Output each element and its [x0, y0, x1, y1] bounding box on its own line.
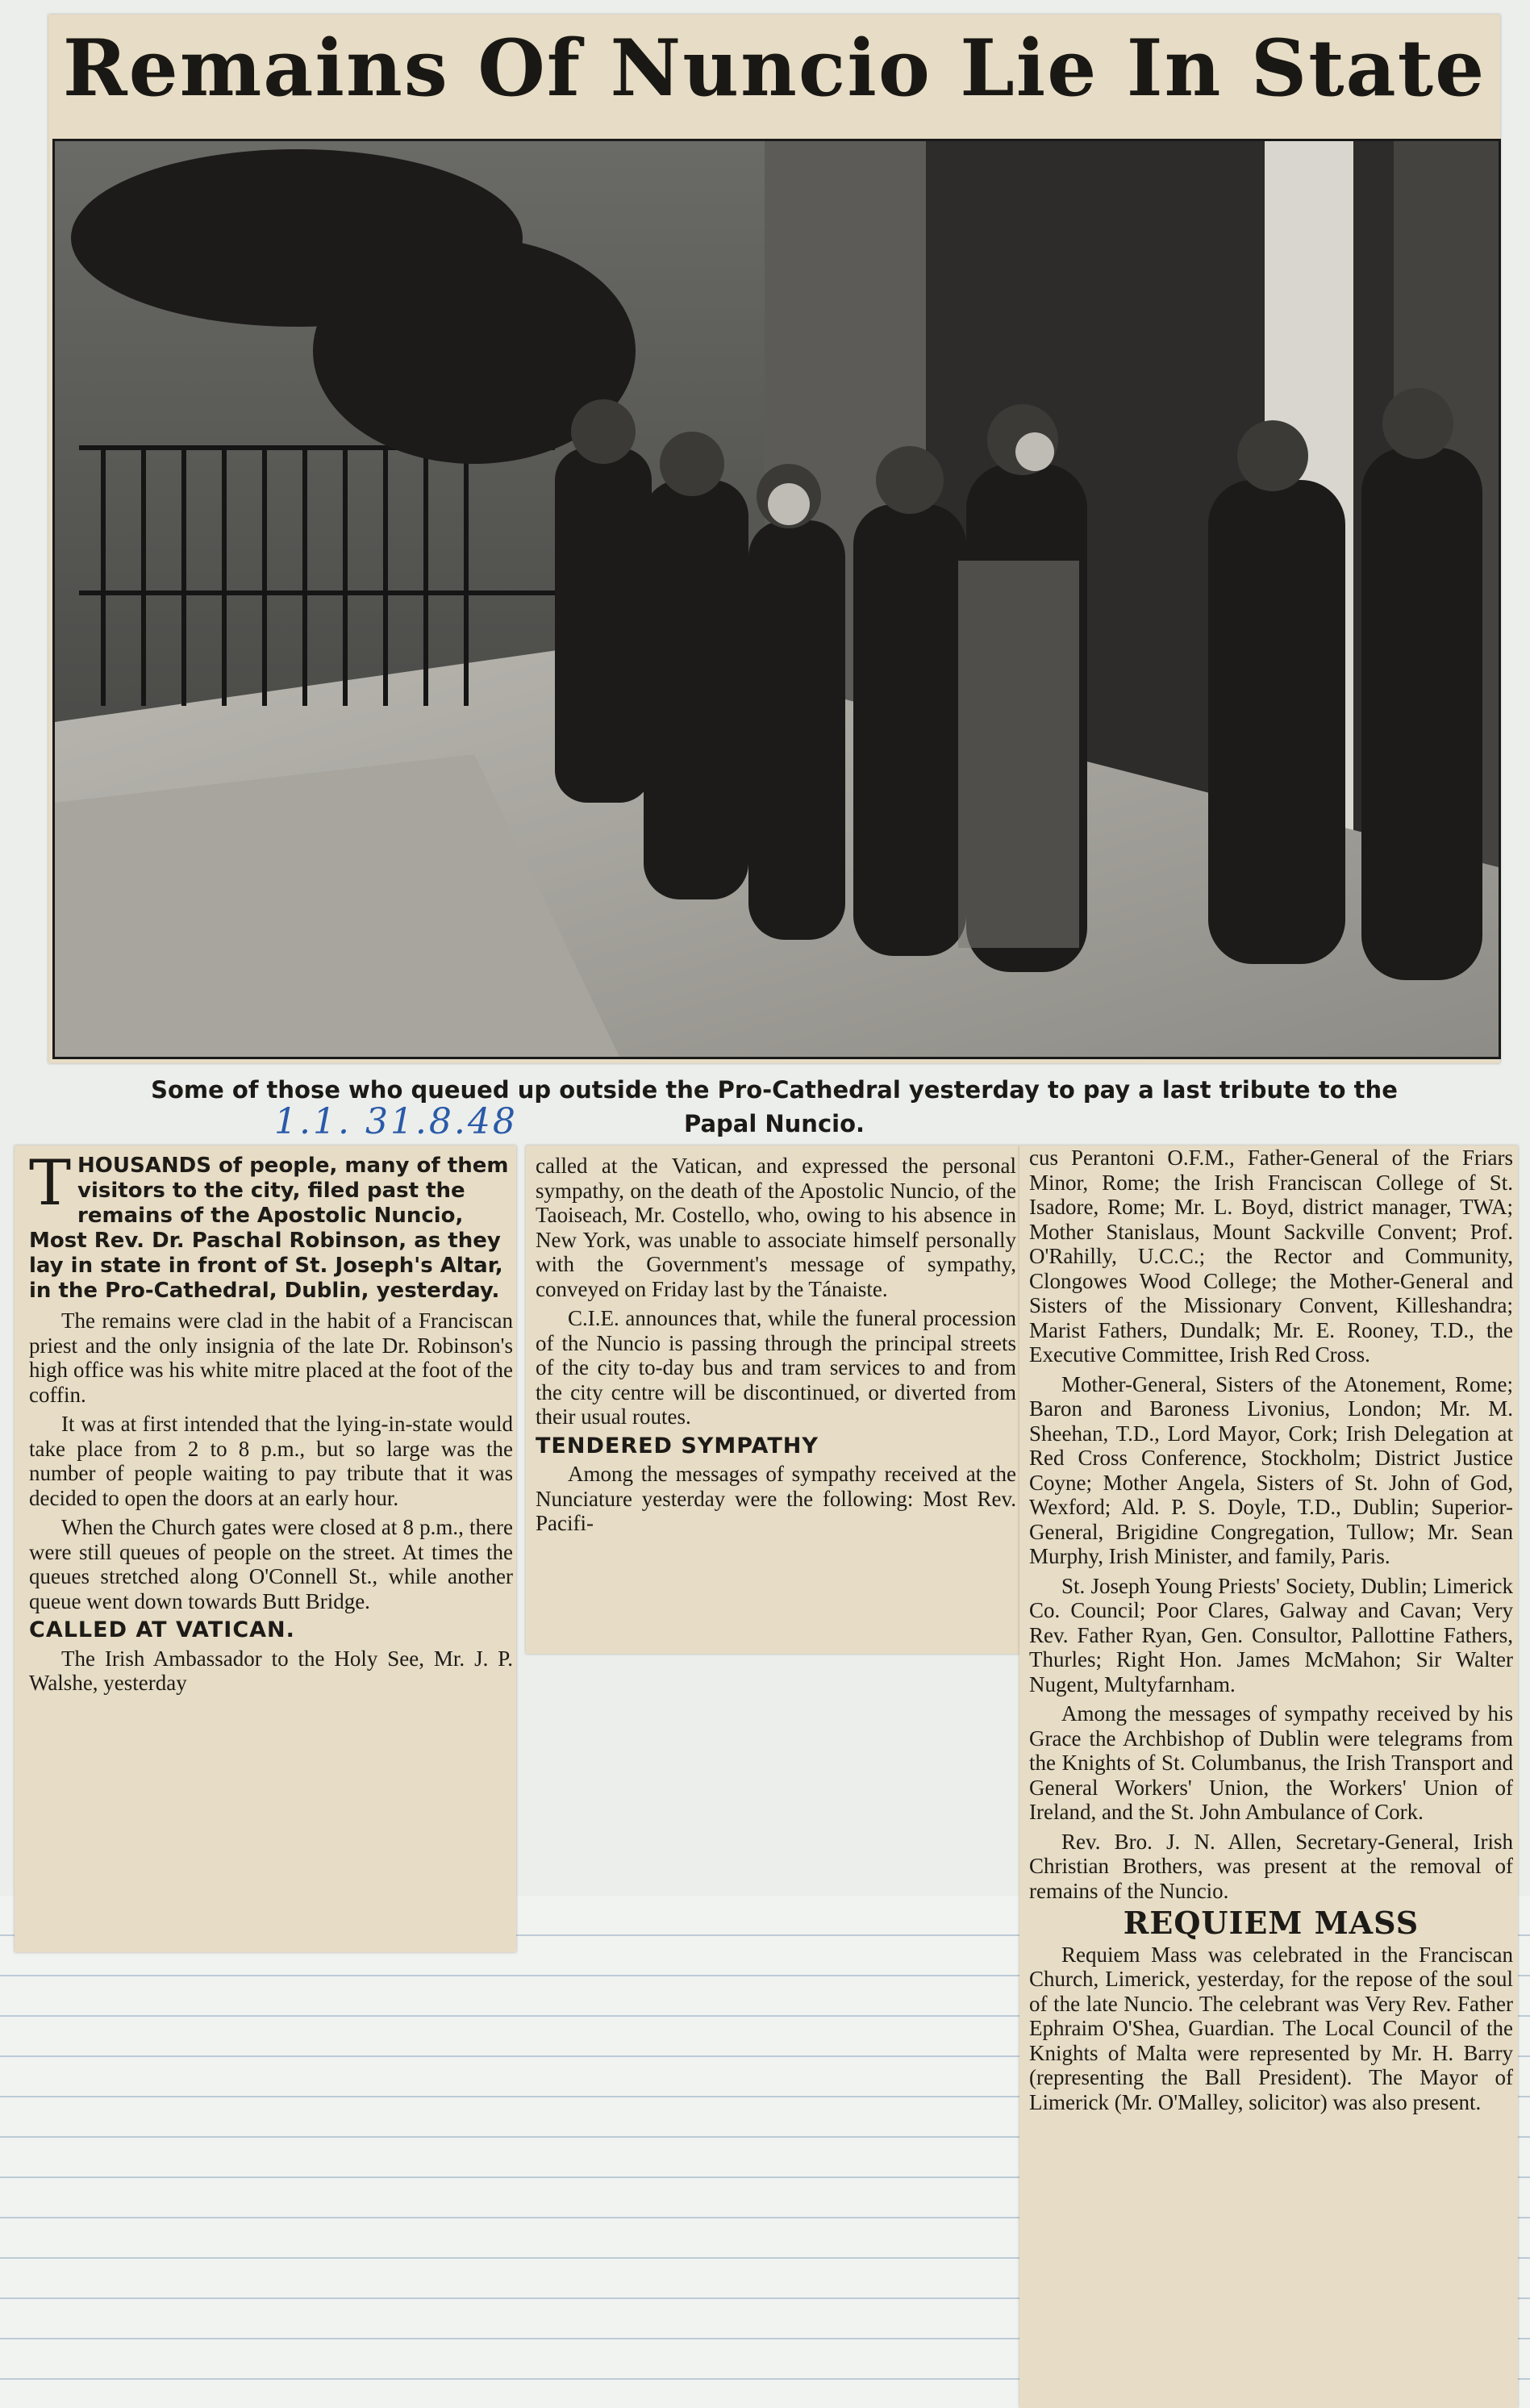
photo-caption-line-1: Some of those who queued up outside the Pro-Cathedral yesterday to pay a last tribute to the: [151, 1076, 1398, 1104]
paragraph: Mother-General, Sisters of the Atonement, Rome; Baron and Baroness Livonius, London; Mr. M. Sheehan, T.D., Lord Mayor, Cork; Irish Delegation at Red Cross Conference, Stockholm; District Justice Coyne; Mother Angela, Sisters of St. John of God, Wexford; Ald. P. S. Doyle, T.D., Dublin; Superior-General, Brigidine Congregation, Tullow; Mr. Sean Murphy, Irish Minister, and family, Paris.: [1029, 1371, 1513, 1568]
subheading-called-at-vatican: CALLED AT VATICAN.: [29, 1617, 295, 1642]
paragraph: C.I.E. announces that, while the funeral procession of the Nuncio is passing through the principal streets of the city to-day bus and tram services to and from the city centre will be discontinued, or diverted from their usual routes.: [536, 1306, 1016, 1429]
paragraph: St. Joseph Young Priests' Society, Dublin; Limerick Co. Council; Poor Clares, Galway and Cavan; Very Rev. Father Ryan, Gen. Consultor, Pallottine Fathers, Thurles; Right Hon. James McMahon; Sir Walter Nugent, Multyfarnham.: [1029, 1573, 1513, 1696]
drop-cap: T: [29, 1147, 72, 1220]
lead-text: HOUSANDS of people, many of them visitors to the city, filed past the remains of the Apostolic Nuncio, Most Rev. Dr. Paschal Robinson, as they lay in state in front of St. Joseph's Altar, in the Pro-Cathedral, Dublin, yesterday.: [29, 1154, 509, 1303]
article-column-3: [1019, 1146, 1518, 2408]
paragraph: Among the messages of sympathy received at the Nunciature yesterday were the following: Most Rev. Pacifi-: [536, 1462, 1016, 1535]
article-column-1: [15, 1146, 516, 1952]
photo-caption-line-2: Papal Nuncio.: [683, 1110, 865, 1137]
paragraph: When the Church gates were closed at 8 p.m., there were still queues of people on the street. At times the queues stretched along O'Connell St., while another queue went down towards Butt Bridge.: [29, 1515, 513, 1613]
section-heading-requiem-mass: REQUIEM MASS: [1123, 1905, 1420, 1941]
news-photograph: [52, 139, 1501, 1059]
article-column-2: [526, 1146, 1019, 1654]
subheading-tendered-sympathy: TENDERED SYMPATHY: [536, 1433, 819, 1459]
paragraph: cus Perantoni O.F.M., Father-General of the Friars Minor, Rome; the Irish Franciscan College of St. Isadore, Rome; Mr. L. Boyd, district manager, TWA; Mother Stanislaus, Mount Sackville Convent; Prof. O'Rahilly, U.C.C.; the Rector and Community, Clongowes Wood College; the Mother-General and Sisters of the Missionary Convent, Killeshandra; Marist Fathers, Dundalk; Mr. E. Rooney, T.D., the Executive Committee, Irish Red Cross.: [1029, 1146, 1513, 1367]
paragraph: The remains were clad in the habit of a Franciscan priest and the only insignia of the late Dr. Robinson's high office was his white mitre placed at the foot of the coffin.: [29, 1308, 513, 1407]
paragraph: Among the messages of sympathy received by his Grace the Archbishop of Dublin were telegrams from the Knights of St. Columbanus, the Irish Transport and General Workers' Union, the Workers' Union of Ireland, and the St. John Ambulance of Cork.: [1029, 1701, 1513, 1824]
lead-paragraph: [29, 1147, 513, 1304]
paragraph: It was at first intended that the lying-in-state would take place from 2 to 8 p.m., but so large was the number of people waiting to pay tribute that it was decided to open the doors at an early hour.: [29, 1412, 513, 1510]
photo-image: [55, 141, 1499, 1057]
paragraph: The Irish Ambassador to the Holy See, Mr. J. P. Walshe, yesterday: [29, 1646, 513, 1695]
paragraph: called at the Vatican, and expressed the personal sympathy, on the death of the Apostolic Nuncio, of the Taoiseach, Mr. Costello, who, owing to his absence in New York, was unable to associate himself personally with the Government's message of sympathy, conveyed on Friday last by the Tánaiste.: [536, 1154, 1016, 1301]
headline: Remains Of Nuncio Lie In State: [62, 23, 1486, 114]
paragraph: Rev. Bro. J. N. Allen, Secretary-General, Irish Christian Brothers, was present at the removal of remains of the Nuncio.: [1029, 1829, 1513, 1903]
handwritten-date-note: 1.1. 31.8.48: [274, 1101, 518, 1142]
paragraph: Requiem Mass was celebrated in the Franciscan Church, Limerick, yesterday, for the repose of the soul of the late Nuncio. The celebrant was Very Rev. Father Ephraim O'Shea, Guardian. The Local Council of the Knights of Malta were represented by Mr. H. Barry (representing the Ball President). The Mayor of Limerick (Mr. O'Malley, solicitor) was also present.: [1029, 1942, 1513, 2114]
